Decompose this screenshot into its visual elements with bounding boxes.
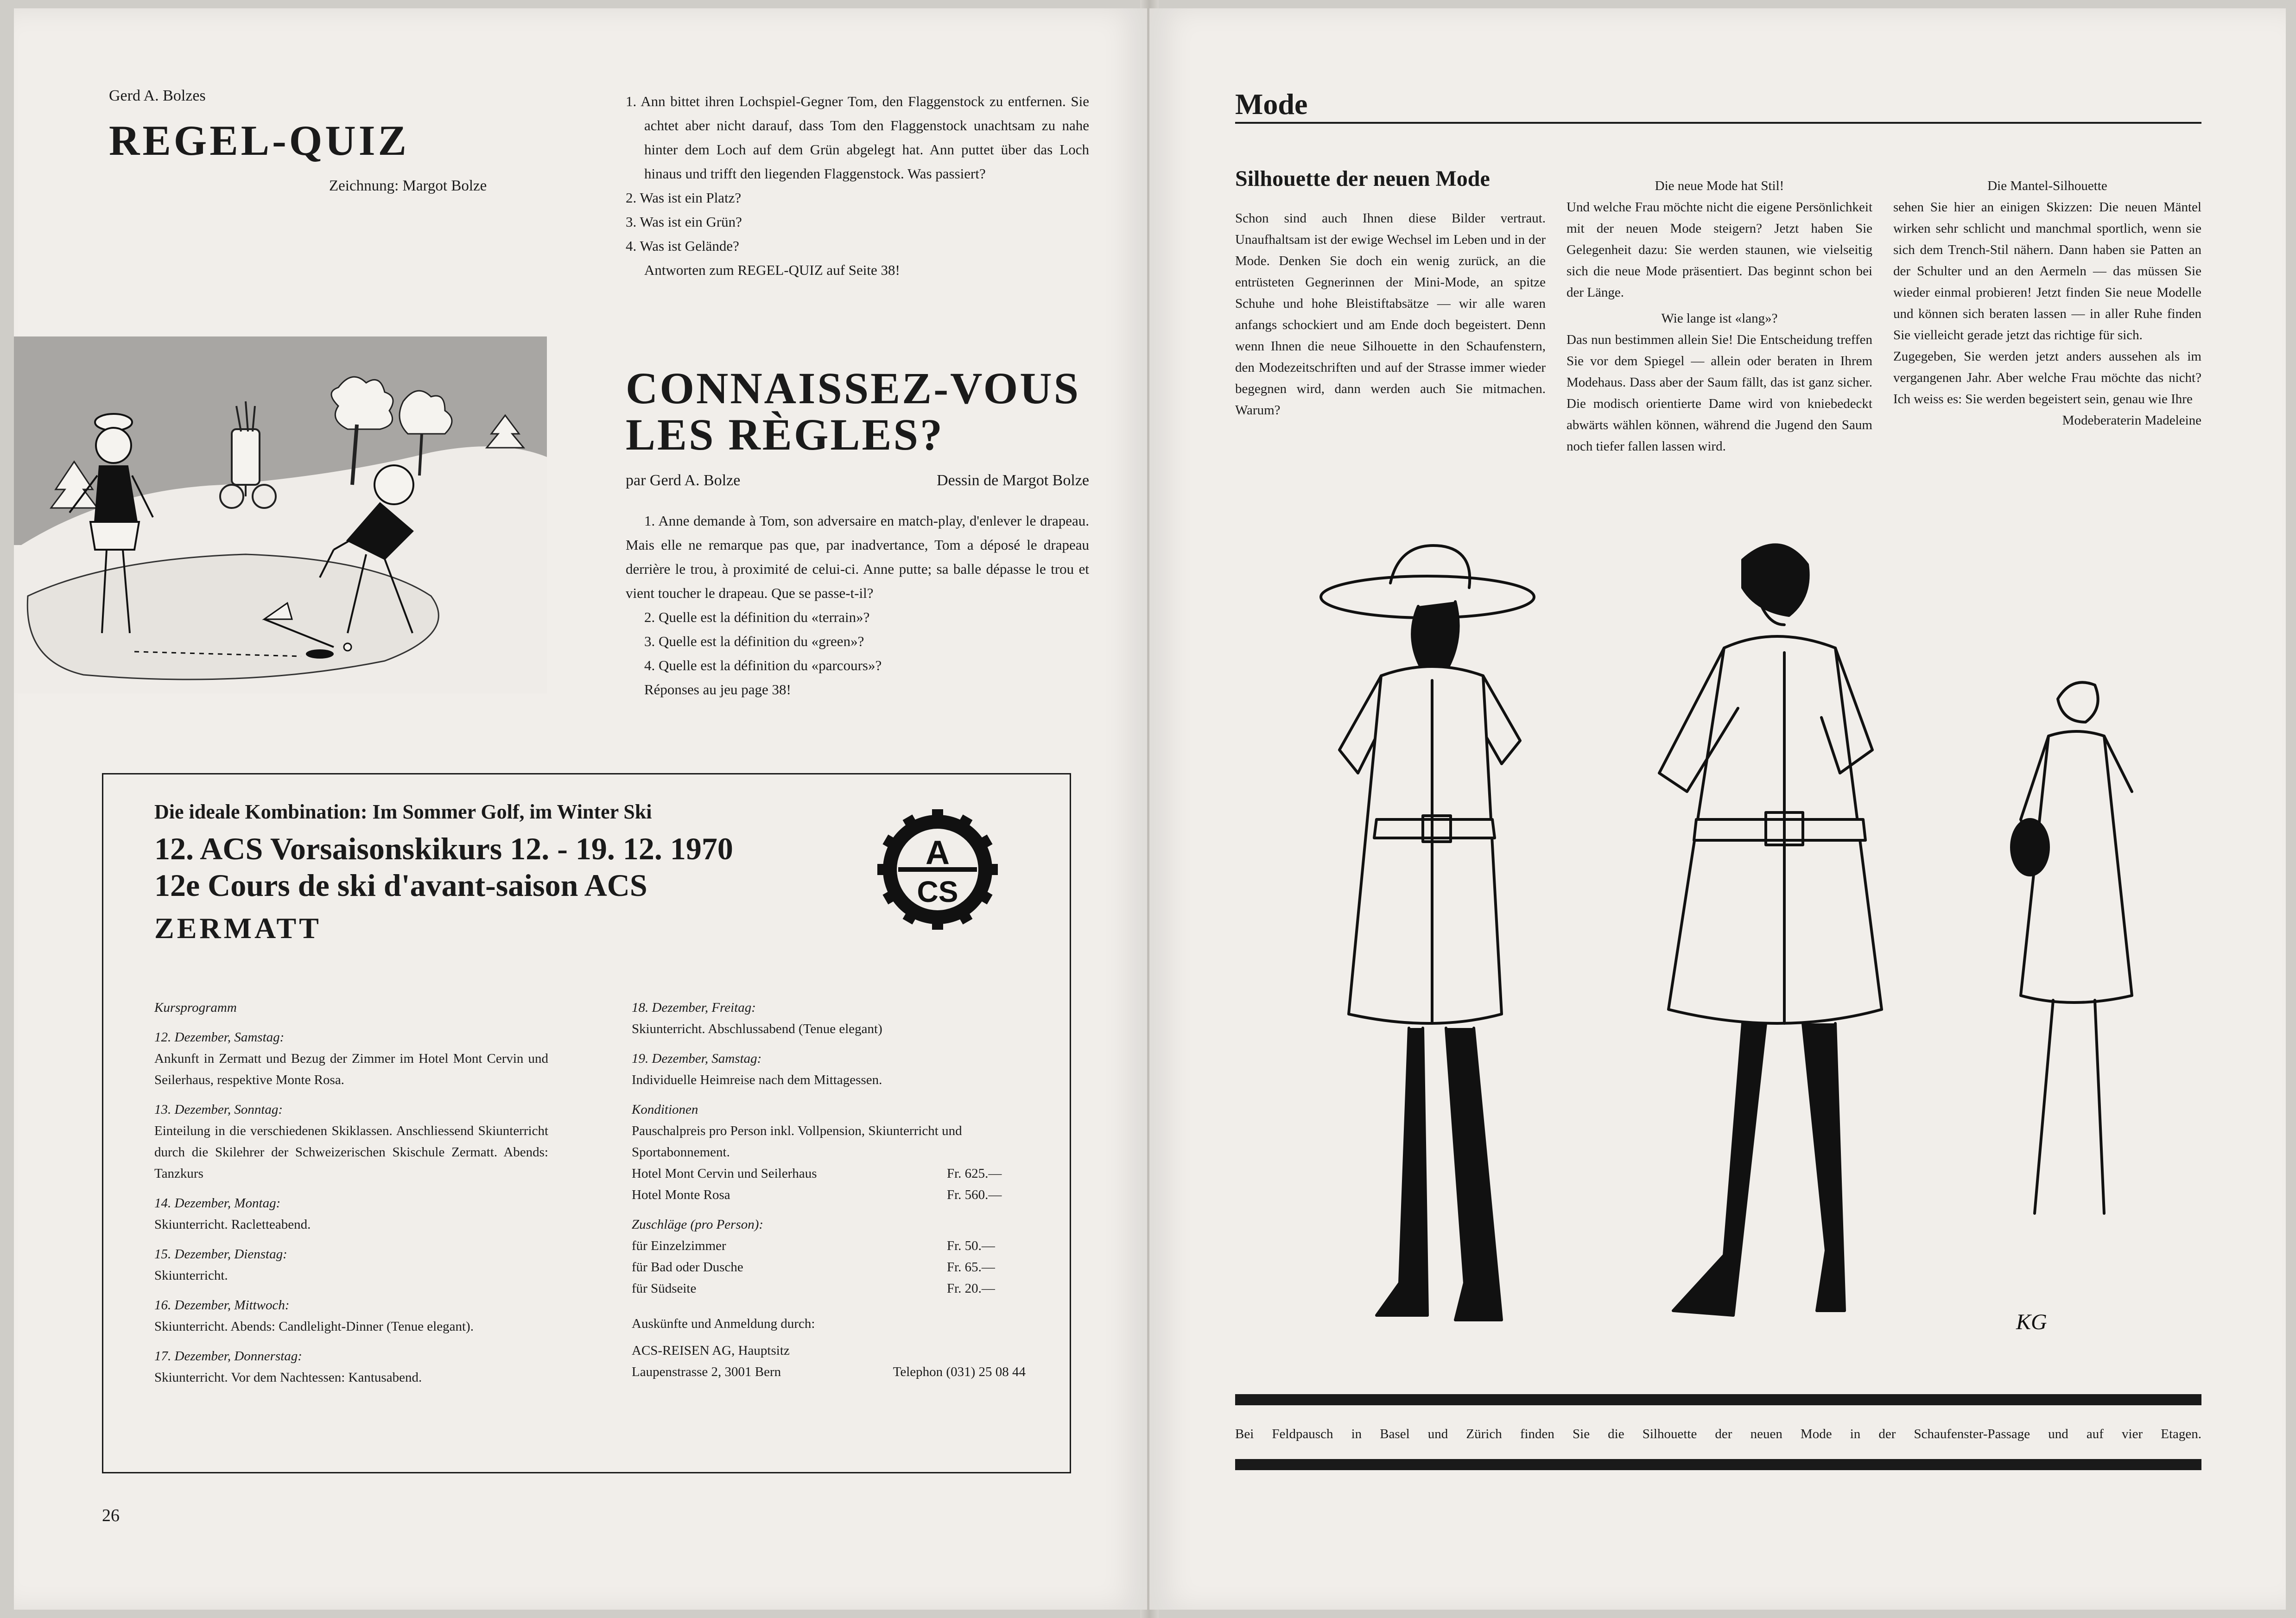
- quiz-de-question-1: 1. Ann bittet ihren Lochspiel-Gegner Tom, den Flaggenstock zu entfernen. Sie achtet aber nicht darauf, dass Tom den Flaggenstock unachtsam zu nahe hinter dem Loch auf dem Grün abgelegt hat. Ann puttet über das Loch hinaus und trifft den liegenden Flaggenstock. Was passiert?: [626, 93, 1089, 182]
- program-day-text: Einteilung in die verschiedenen Skiklassen. Anschliessend Skiunterricht durch die Skilehrer der Schweizerischen Skischule Zermatt. Abends: Tanzkurs: [154, 1123, 548, 1181]
- ad-course-title-fr: 12e Cours de ski d'avant-saison ACS: [154, 868, 647, 903]
- contact-company: ACS-REISEN AG, Hauptsitz: [632, 1343, 790, 1358]
- program-day-heading: 13. Dezember, Sonntag:: [154, 1102, 283, 1117]
- caption-rule-bottom: [1235, 1459, 2201, 1470]
- quiz-de-question-2: 2. Was ist ein Platz?: [626, 190, 742, 206]
- program-day: [632, 1048, 1026, 1091]
- article-column-3: [1893, 171, 2201, 431]
- feldpausch-caption: Bei Feldpausch in Basel und Zürich finden Sie die Silhouette der neuen Mode in der Schaufenster-Passage und auf vier Etagen.: [1235, 1427, 2201, 1441]
- ad-conditions-column: [632, 997, 1026, 1383]
- surcharge-label: für Bad oder Dusche: [632, 1260, 743, 1275]
- title-regel-quiz: REGEL-QUIZ: [109, 117, 409, 164]
- program-day-text: Skiunterricht. Abends: Candlelight-Dinner (Tenue elegant).: [154, 1319, 474, 1334]
- caption-rule-top: [1235, 1394, 2201, 1405]
- article-column-2: [1567, 171, 1872, 457]
- surcharge-value: Fr. 50.—: [947, 1238, 995, 1253]
- article-paragraph: Und welche Frau möchte nicht die eigene Persönlichkeit mit der neuen Mode steigern? Jetzt haben Sie Gelegenheit dazu: Sie werden staunen, wie vielseitig sich die neue Mode präsentiert. Das beginnt schon bei der Länge.: [1567, 200, 1872, 300]
- program-day: [154, 1027, 548, 1091]
- program-day-text: Skiunterricht.: [154, 1268, 228, 1283]
- conditions-text: Pauschalpreis pro Person inkl. Vollpension, Skiunterricht und Sportabonnement.: [632, 1123, 962, 1160]
- ad-program-column: [154, 997, 548, 1396]
- byline-fr: [626, 472, 1089, 489]
- section-title: Mode: [1235, 88, 1308, 121]
- program-day-heading: 19. Dezember, Samstag:: [632, 1051, 762, 1066]
- price-label: Hotel Monte Rosa: [632, 1187, 730, 1202]
- right-page: [1149, 8, 2286, 1610]
- program-day-text: Skiunterricht. Racletteabend.: [154, 1217, 311, 1232]
- contact-row: [632, 1361, 1026, 1383]
- title-fr-line-2: LES RÈGLES?: [626, 410, 944, 459]
- quiz-fr-question-2: 2. Quelle est la définition du «terrain»?: [644, 609, 870, 625]
- article-subheading: Die Mantel-Silhouette: [1987, 178, 2107, 193]
- surcharge-label: für Südseite: [632, 1281, 697, 1296]
- surcharge-value: Fr. 20.—: [947, 1281, 995, 1296]
- ad-location: ZERMATT: [154, 912, 322, 945]
- surcharge-value: Fr. 65.—: [947, 1260, 995, 1275]
- quiz-fr-question-3: 3. Quelle est la définition du «green»?: [644, 633, 864, 649]
- price-row: [632, 1184, 1026, 1206]
- page-number: 26: [102, 1506, 120, 1525]
- program-day-heading: 14. Dezember, Montag:: [154, 1196, 281, 1211]
- program-day: [154, 1294, 548, 1337]
- byline-fr-author: par Gerd A. Bolze: [626, 472, 741, 489]
- program-day-heading: 12. Dezember, Samstag:: [154, 1030, 285, 1045]
- article-paragraph: Das nun bestimmen allein Sie! Die Entscheidung treffen Sie vor dem Spiegel — allein oder beraten in Ihrem Modehaus. Dass aber der Saum fällt, das ist ganz sicher. Die modisch orientierte Dame wird von kniebedeckt abwärts wählen können, während die Jugend den Saum noch tiefer fallen lassen wird.: [1567, 332, 1872, 454]
- contact-phone: Telephon (031) 25 08 44: [893, 1364, 1026, 1379]
- title-fr-line-1: CONNAISSEZ-VOUS: [626, 363, 1080, 413]
- surcharge-label: für Einzelzimmer: [632, 1238, 726, 1253]
- surcharge-row: [632, 1256, 1026, 1278]
- quiz-fr-answers: Réponses au jeu page 38!: [644, 681, 791, 698]
- program-day: [154, 1099, 548, 1184]
- program-day: [154, 1345, 548, 1388]
- program-day-text: Skiunterricht. Vor dem Nachtessen: Kantusabend.: [154, 1370, 422, 1385]
- left-page: [14, 8, 1147, 1610]
- price-value: Fr. 625.—: [947, 1166, 1002, 1181]
- fashion-illustration: [1224, 532, 2215, 1376]
- price-row: [632, 1163, 1026, 1184]
- program-day-text: Ankunft in Zermatt und Bezug der Zimmer im Hotel Mont Cervin und Seilerhaus, respektive Monte Rosa.: [154, 1051, 548, 1087]
- price-value: Fr. 560.—: [947, 1187, 1002, 1202]
- quiz-de: [626, 89, 1089, 282]
- surcharge-heading: Zuschläge (pro Person):: [632, 1217, 764, 1232]
- program-day-heading: 15. Dezember, Dienstag:: [154, 1247, 287, 1262]
- program-day-text: Individuelle Heimreise nach dem Mittagessen.: [632, 1072, 882, 1087]
- author-de: Gerd A. Bolzes: [109, 87, 206, 104]
- program-day: [154, 1244, 548, 1286]
- program-day-heading: 16. Dezember, Mittwoch:: [154, 1298, 290, 1313]
- acs-logo-letter-a: A: [926, 834, 950, 871]
- quiz-de-question-3: 3. Was ist ein Grün?: [626, 214, 742, 230]
- program-day-heading: 18. Dezember, Freitag:: [632, 1000, 756, 1015]
- quiz-fr: [626, 509, 1089, 702]
- quiz-fr-question-4: 4. Quelle est la définition du «parcours»?: [644, 657, 882, 673]
- article-subheading: Wie lange ist «lang»?: [1661, 311, 1778, 326]
- conditions-heading: Konditionen: [632, 1102, 698, 1117]
- drawing-credit-fr: Dessin de Margot Bolze: [937, 472, 1089, 489]
- surcharge-row: [632, 1235, 1026, 1256]
- article-paragraph: Schon sind auch Ihnen diese Bilder vertraut. Unaufhaltsam ist der ewige Wechsel im Leben und in der Mode. Denken Sie doch ein wenig zurück, an die entrüsteten Gegnerinnen der Mini-Mode, an spitze Schuhe und hohe Bleistiftabsätze — wir alle waren anfangs schockiert und am Ende doch begeistert. Denn wenn Ihnen die neue Silhouette in den Schaufenstern, den Modezeitschriften und auf der Strasse immer wieder begegnen wird, dann werden auch Sie mitmachen. Warum?: [1235, 211, 1546, 418]
- price-label: Hotel Mont Cervin und Seilerhaus: [632, 1166, 817, 1181]
- program-day-heading: 17. Dezember, Donnerstag:: [154, 1349, 302, 1364]
- quiz-de-question-4: 4. Was ist Gelände?: [626, 238, 739, 254]
- artist-signature: KG: [2016, 1310, 2047, 1334]
- program-heading: Kursprogramm: [154, 1000, 237, 1015]
- golf-cartoon-illustration: [14, 336, 547, 693]
- program-day: [632, 997, 1026, 1040]
- article-headline: Silhouette der neuen Mode: [1235, 166, 1490, 191]
- quiz-fr-question-1: 1. Anne demande à Tom, son adversaire en match-play, d'enlever le drapeau. Mais elle ne remarque pas que, par inadvertance, Tom a déposé le drapeau derrière le trou, à proximité de celui-ci. Anne putte; sa balle dépasse le trou et vient toucher le drapeau. Que se passe-t-il?: [626, 513, 1089, 601]
- contact-address: Laupenstrasse 2, 3001 Bern: [632, 1364, 781, 1379]
- article-signature: Modeberaterin Madeleine: [2062, 413, 2201, 428]
- article-column-1: [1235, 208, 1546, 421]
- title-connaissez-vous: [626, 365, 1080, 458]
- contact-heading: Auskünfte und Anmeldung durch:: [632, 1316, 815, 1331]
- surcharge-row: [632, 1278, 1026, 1299]
- article-paragraph: sehen Sie hier an einigen Skizzen: Die neuen Mäntel wirken sehr schlicht und manchmal sportlich, wenn sie sich dem Trench-Stil nähern. Dann haben sie Patten an der Schulter und an den Aermeln — das müssen Sie wieder einmal probieren! Jetzt finden Sie neue Modelle und können sich beraten lassen — in aller Ruhe finden Sie vielleicht gerade jetzt das richtige für sich.: [1893, 200, 2201, 343]
- acs-ski-course-advertisement: [102, 773, 1071, 1473]
- acs-logo-letters-cs: CS: [917, 875, 958, 908]
- article-paragraph: Zugegeben, Sie werden jetzt anders aussehen als im vergangenen Jahr. Aber welche Frau möchte das nicht? Ich weiss es: Sie werden begeistert sein, genau wie Ihre: [1893, 349, 2201, 406]
- program-day-text: Skiunterricht. Abschlussabend (Tenue elegant): [632, 1022, 882, 1036]
- ad-headline: Die ideale Kombination: Im Sommer Golf, im Winter Ski: [154, 800, 652, 823]
- quiz-de-answers: Antworten zum REGEL-QUIZ auf Seite 38!: [644, 262, 900, 278]
- article-subheading: Die neue Mode hat Stil!: [1655, 178, 1784, 193]
- program-day: [154, 1193, 548, 1235]
- section-rule: [1235, 122, 2201, 124]
- acs-logo-icon: [877, 809, 998, 930]
- ad-course-title-de: 12. ACS Vorsaisonskikurs 12. - 19. 12. 1970: [154, 831, 733, 866]
- drawing-credit-de: Zeichnung: Margot Bolze: [329, 178, 487, 194]
